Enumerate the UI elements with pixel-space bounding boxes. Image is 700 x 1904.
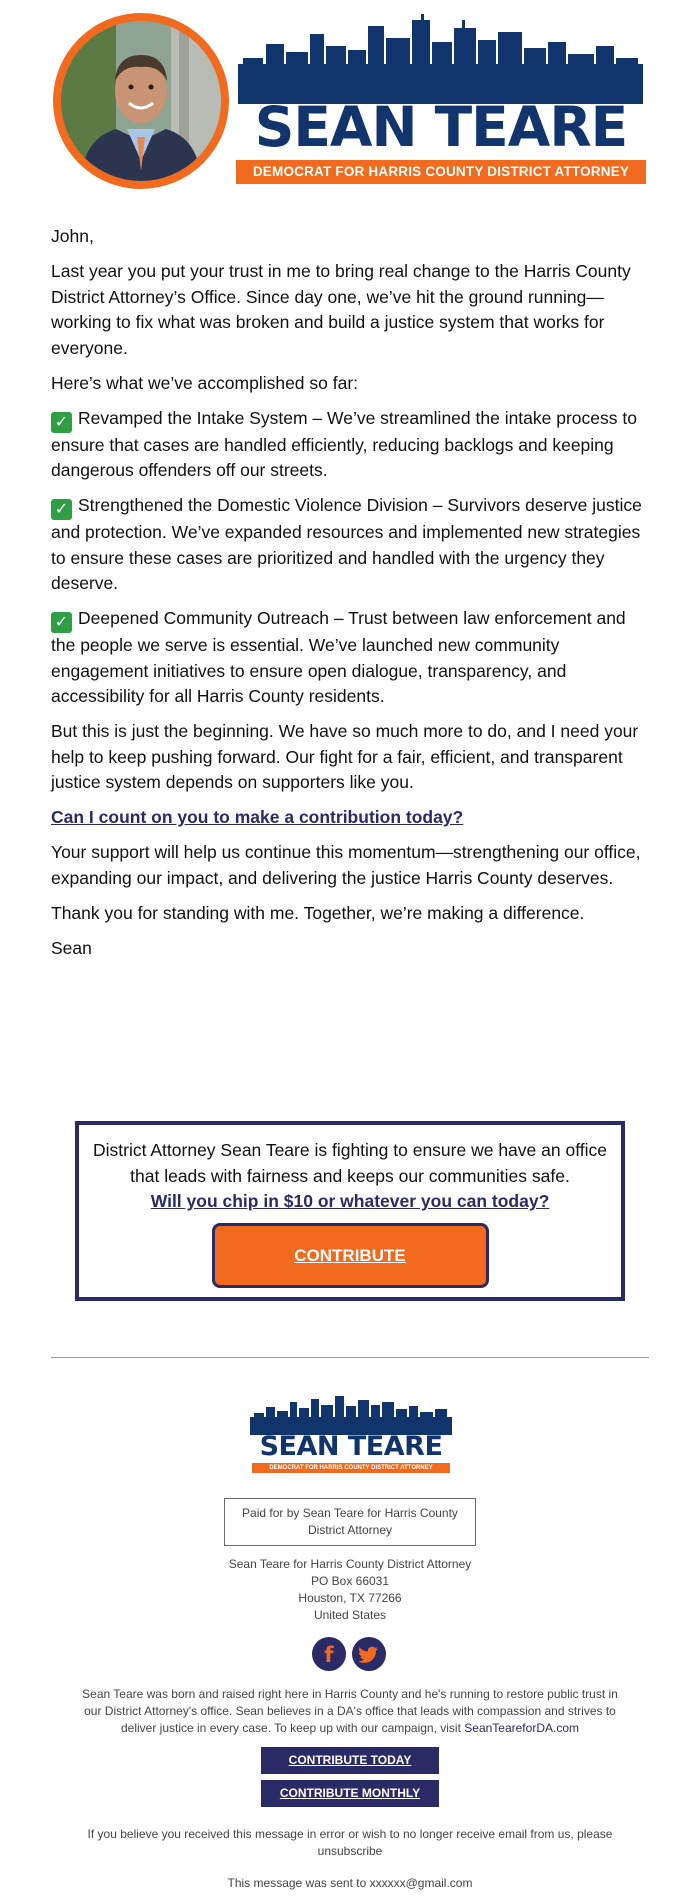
chip-in-link[interactable]: Will you chip in $10 or whatever you can today? [150,1191,550,1211]
address-org: Sean Teare for Harris County District Attorney [228,1557,472,1571]
contribute-box-text: District Attorney Sean Teare is fighting to ensure we have an office that leads with fairness and keeps our communities safe. [93,1140,607,1186]
address-country: United States [313,1608,387,1622]
recipient-email: xxxxxx@gmail.com [369,1876,473,1890]
accomplishment-item [51,606,651,710]
signoff: Sean [51,937,92,958]
letter-body [51,224,651,971]
candidate-name-logo: SEAN TEARE [254,95,628,159]
accomplishment-item [51,493,651,597]
city-skyline-logo [238,14,643,104]
footer-skyline-logo [250,1393,452,1435]
sent-to-notice [150,1875,550,1892]
campaign-blurb [75,1686,625,1737]
thanks-paragraph: Thank you for standing with me. Together, we’re making a difference. [51,902,585,923]
unsubscribe-notice [75,1826,625,1860]
address-line2: Houston, TX 77266 [298,1591,402,1605]
contribute-monthly-button[interactable]: CONTRIBUTE MONTHLY [261,1780,439,1807]
blurb-text: Sean Teare was born and raised right here in Harris County and he's running to restore public trust in our District Attorney's office. Sean believes in a DA's office that leads with compassion and strives to deliver justice in every case. To keep up with our campaign, visit [82,1687,618,1735]
facebook-icon[interactable] [312,1637,346,1671]
accomplishment-item [51,406,651,484]
accomplished-heading: Here’s what we’ve accomplished so far: [51,372,359,393]
svg-text:f: f [324,1643,334,1667]
contribute-box [75,1121,625,1301]
footer-logo-tagline: DEMOCRAT FOR HARRIS COUNTY DISTRICT ATTORNEY [252,1463,450,1473]
candidate-portrait [53,13,229,189]
support-paragraph: Your support will help us continue this momentum—strengthening our office, expanding our impact, and delivering the justice Harris County deserves. [51,842,641,888]
footer-logo-name: SEAN TEARE [259,1431,443,1462]
contribution-ask-link[interactable]: Can I count on you to make a contribution today? [51,807,464,827]
contribute-button[interactable]: CONTRIBUTE [212,1223,489,1288]
contribute-today-button[interactable]: CONTRIBUTE TODAY [261,1747,439,1774]
unsubscribe-text: If you believe you received this message in error or wish to no longer receive email from us, please [87,1827,613,1841]
greeting: John, [51,226,94,246]
campaign-website-link[interactable]: SeanTeareforDA.com [464,1721,579,1735]
candidate-photo [61,21,221,181]
twitter-icon[interactable] [352,1637,386,1671]
check-mark-icon: ✓ [51,412,72,433]
beginning-paragraph: But this is just the beginning. We have so much more to do, and I need your help to keep pushing forward. Our fight for a fair, efficient, and transparent justice system depends on supporters like you. [51,721,639,792]
check-mark-icon: ✓ [51,612,72,633]
email-header [0,0,700,200]
accomplishment-text: Deepened Community Outreach – Trust between law enforcement and the people we serve is essential. We’ve launched new community engagement initiatives to ensure open dialogue, transparency, and accessibility for all Harris County residents. [51,608,626,706]
mailing-address [150,1556,550,1624]
accomplishment-text: Strengthened the Domestic Violence Division – Survivors deserve justice and protection. We’ve expanded resources and implemented new strategies to ensure these cases are prioritized and handled with the urgency they deserve. [51,495,642,593]
sent-to-prefix: This message was sent to [227,1876,370,1890]
social-links [312,1637,392,1671]
address-line1: PO Box 66031 [310,1574,390,1588]
footer-divider [51,1357,649,1358]
intro-paragraph: Last year you put your trust in me to bring real change to the Harris County District Attorney’s Office. Since day one, we’ve hit the ground running—working to fix what was broken and build a justice system that works for everyone. [51,261,631,358]
check-mark-icon: ✓ [51,499,72,520]
accomplishment-text: Revamped the Intake System – We’ve streamlined the intake process to ensure that cases are handled efficiently, reducing backlogs and keeping dangerous offenders off our streets. [51,407,637,480]
paid-for-disclaimer: Paid for by Sean Teare for Harris County District Attorney [224,1498,476,1546]
unsubscribe-link[interactable]: unsubscribe [317,1844,383,1858]
campaign-tagline: DEMOCRAT FOR HARRIS COUNTY DISTRICT ATTORNEY [236,160,646,184]
footer-logo [250,1393,452,1479]
